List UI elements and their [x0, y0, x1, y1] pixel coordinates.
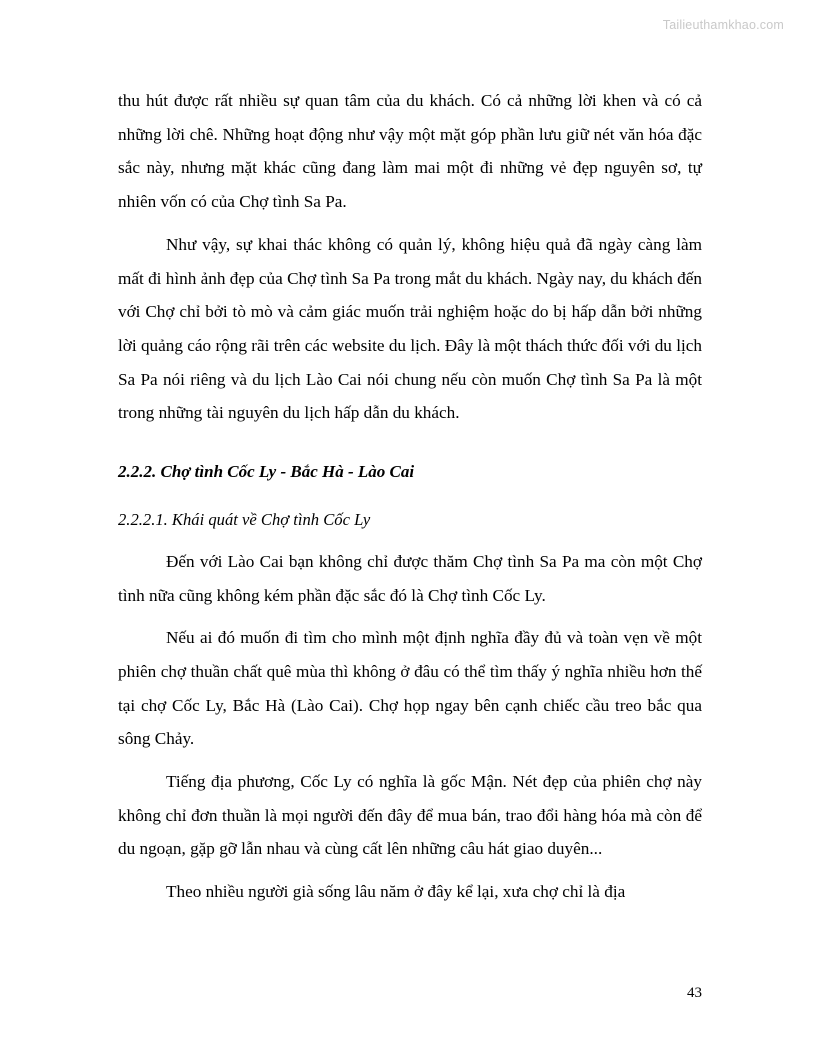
section-heading-2-2-2-1: 2.2.2.1. Khái quát về Chợ tình Cốc Ly [118, 510, 371, 530]
paragraph-2: Như vậy, sự khai thác không có quản lý, không hiệu quả đã ngày càng làm mất đi hình ảnh đẹp của Chợ tình Sa Pa trong mắt du khách. Ngày nay, du khách đến với Chợ chỉ bởi tò mò và cảm giác muốn trải nghiệm hoặc do bị hấp dẫn bởi những lời quảng cáo rộng rãi trên các website du lịch. Đây là một thách thức đối với du lịch Sa Pa nói riêng và du lịch Lào Cai nói chung nếu còn muốn Chợ tình Sa Pa là một trong những tài nguyên du lịch hấp dẫn du khách. [118, 234, 702, 423]
paragraph-3: Đến với Lào Cai bạn không chỉ được thăm Chợ tình Sa Pa ma còn một Chợ tình nữa cũng không kém phần đặc sắc đó là Chợ tình Cốc Ly. [118, 551, 702, 605]
paragraph-6: Theo nhiều người già sống lâu năm ở đây kể lại, xưa chợ chỉ là địa [166, 882, 626, 902]
page-number: 43 [687, 985, 702, 1001]
watermark-text: Tailieuthamkhao.com [662, 18, 784, 32]
section-heading-2-2-2: 2.2.2. Chợ tình Cốc Ly - Bắc Hà - Lào Cai [118, 462, 415, 482]
page-content [118, 84, 702, 909]
paragraph-4: Nếu ai đó muốn đi tìm cho mình một định nghĩa đầy đủ và toàn vẹn về một phiên chợ thuần chất quê mùa thì không ở đâu có thể tìm thấy ý nghĩa nhiều hơn thế tại chợ Cốc Ly, Bắc Hà (Lào Cai). Chợ họp ngay bên cạnh chiếc cầu treo bắc qua sông Chảy. [118, 628, 702, 749]
paragraph-1: thu hút được rất nhiều sự quan tâm của du khách. Có cả những lời khen và có cả những lời chê. Những hoạt động như vậy một mặt góp phần lưu giữ nét văn hóa đặc sắc này, nhưng mặt khác cũng đang làm mai một đi những vẻ đẹp nguyên sơ, tự nhiên vốn có của Chợ tình Sa Pa. [118, 91, 702, 212]
paragraph-5: Tiếng địa phương, Cốc Ly có nghĩa là gốc Mận. Nét đẹp của phiên chợ này không chỉ đơn thuần là mọi người đến đây để mua bán, trao đổi hàng hóa mà còn để du ngoạn, gặp gỡ lẫn nhau và cùng cất lên những câu hát giao duyên... [118, 772, 702, 859]
